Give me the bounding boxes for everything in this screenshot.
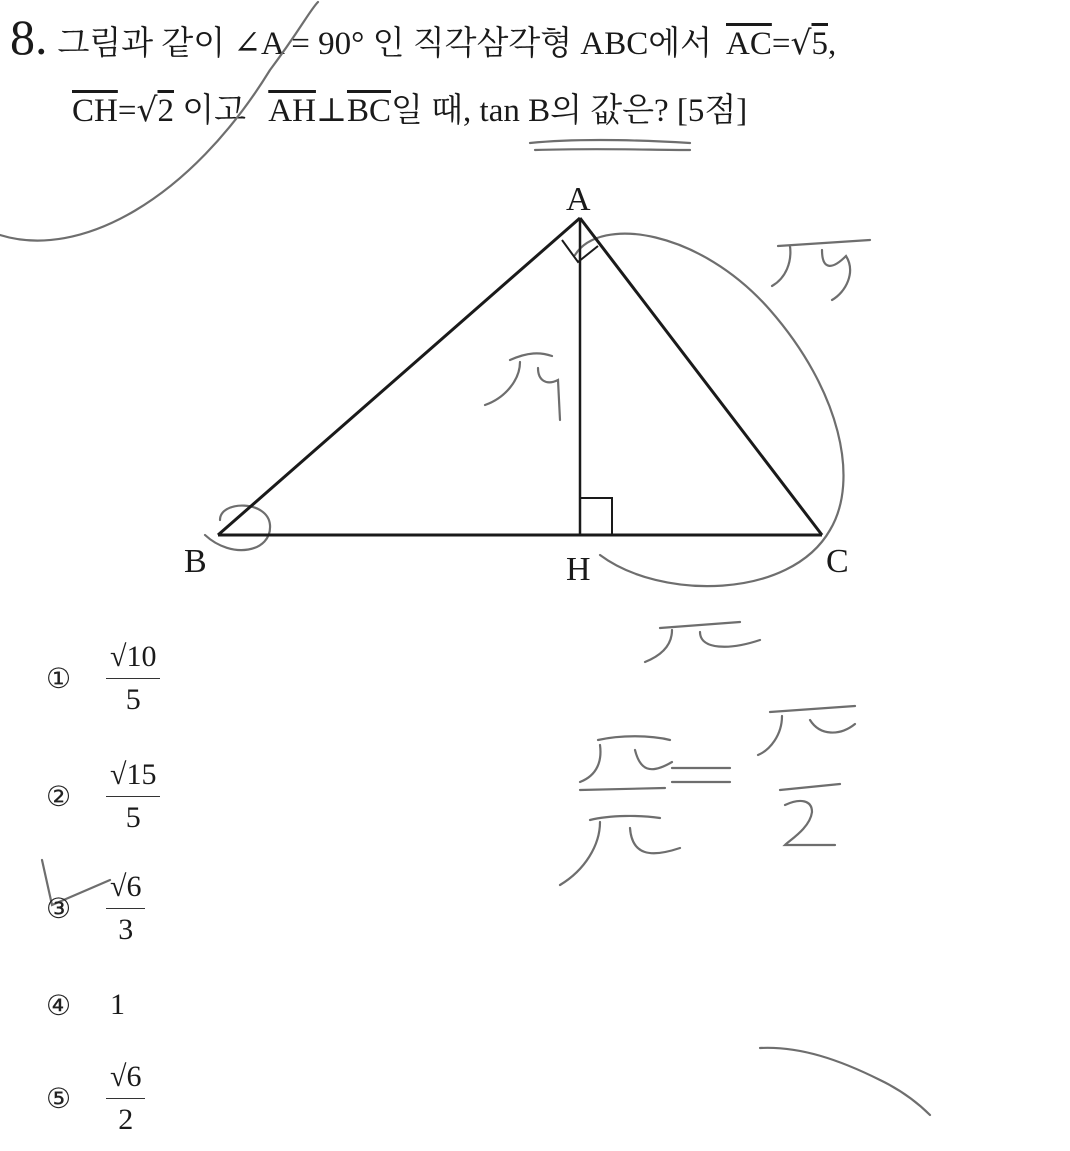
pencil-circle-b (205, 506, 270, 551)
side-ab (218, 218, 580, 535)
choice-3-denominator: 3 (118, 913, 134, 946)
ac-value: 5 (811, 26, 828, 62)
choice-2-mark: ② (46, 780, 72, 813)
vertex-label-a: A (566, 181, 591, 218)
equals-sign: = (117, 93, 137, 129)
choice-3[interactable] (46, 870, 145, 947)
triangle-lines (218, 218, 822, 535)
vertex-label-b: B (184, 543, 207, 580)
pencil-arc-top-left (0, 2, 318, 241)
choice-3-mark: ③ (46, 892, 72, 925)
choice-5-numerator: √6 (106, 1060, 145, 1099)
choice-4[interactable] (46, 988, 125, 1022)
choice-4-value: 1 (110, 988, 125, 1021)
equals-sign: = (771, 26, 791, 62)
choice-1-denominator: 5 (125, 683, 141, 716)
segment-bc: $\overline{BC}$ (346, 93, 392, 129)
sqrt-sign: √ (790, 23, 812, 62)
question-intro: 그림과 같이 ∠A = 90° 인 직각삼각형 ABC에서 (57, 26, 712, 62)
segment-ch: $\overline{CH}$ (72, 93, 118, 129)
choice-5[interactable] (46, 1060, 145, 1137)
pencil-note-sqrt2 (645, 622, 760, 662)
sqrt-sign: √ (136, 90, 158, 129)
pencil-stray-line (760, 1048, 930, 1115)
pencil-underline (530, 140, 690, 150)
segment-ah: $\overline{AH}$ (268, 93, 316, 129)
choice-2-denominator: 5 (125, 801, 141, 834)
pencil-note-sqrt5 (772, 240, 870, 300)
connector-text: 이고 (182, 93, 247, 129)
segment-ac: $\overline{AC}$ (726, 26, 772, 62)
choice-1-mark: ① (46, 662, 72, 695)
choice-1-numerator: √10 (106, 640, 160, 679)
choice-5-fraction (106, 1060, 145, 1137)
choice-2[interactable] (46, 758, 160, 835)
choice-2-numerator: √15 (106, 758, 160, 797)
side-ac (580, 218, 822, 535)
choice-4-mark: ④ (46, 988, 72, 1022)
pencil-note-sqrt3 (485, 353, 560, 420)
choice-1-fraction (106, 640, 160, 717)
choice-1[interactable] (46, 640, 160, 717)
question-tail: 일 때, tan B의 값은? [5점] (391, 93, 748, 129)
choice-3-fraction (106, 870, 145, 947)
choice-5-denominator: 2 (118, 1103, 134, 1136)
choice-5-mark: ⑤ (46, 1082, 72, 1115)
choice-3-numerator: √6 (106, 870, 145, 909)
question-number: 8. (10, 9, 48, 65)
choice-2-fraction (106, 758, 160, 835)
pencil-fraction (560, 706, 855, 885)
pencil-marks (0, 2, 930, 1115)
vertex-label-h: H (566, 551, 591, 588)
vertex-label-c: C (826, 543, 849, 580)
comma: , (828, 26, 837, 62)
right-angle-mark-h (580, 498, 612, 535)
perpendicular-symbol: ⊥ (315, 93, 347, 129)
ch-value: 2 (157, 93, 174, 129)
pencil-arc-ac (575, 234, 844, 586)
